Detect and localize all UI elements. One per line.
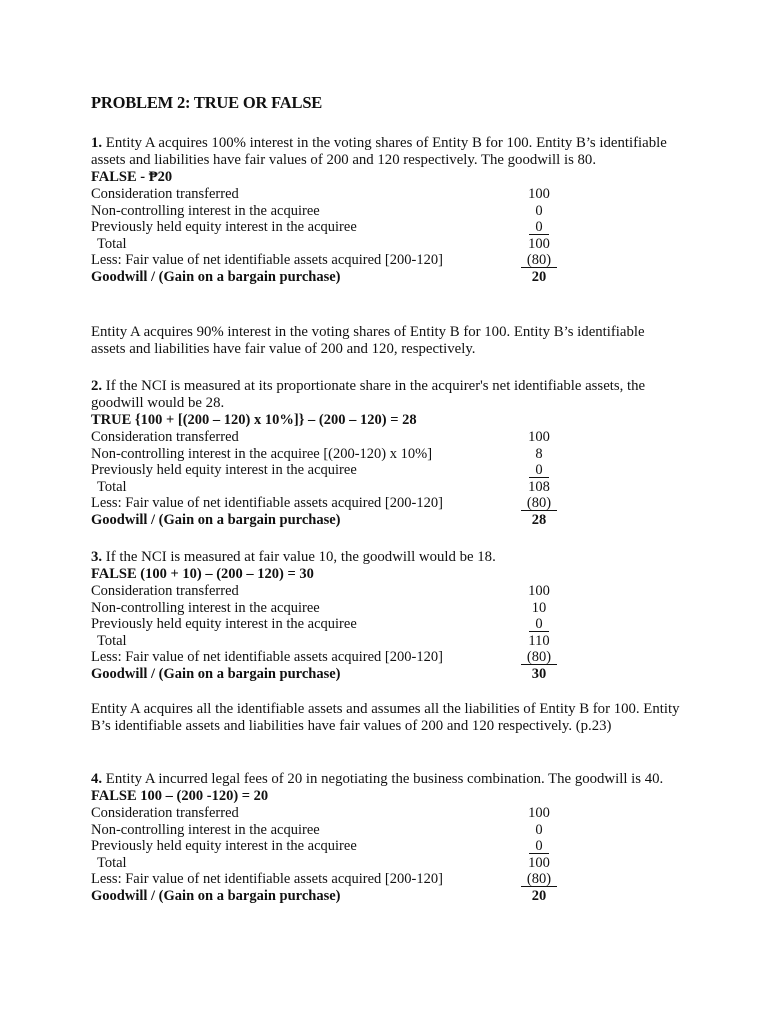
row-label: Previously held equity interest in the acquiree xyxy=(91,838,357,855)
table-row xyxy=(91,446,681,463)
row-value: 100 xyxy=(528,805,550,821)
row-value: (80) xyxy=(521,872,557,887)
question-4 xyxy=(91,771,681,788)
row-value: 108 xyxy=(528,478,550,495)
row-value: 0 xyxy=(535,821,543,838)
table-row xyxy=(91,495,681,512)
row-value: 8 xyxy=(535,445,543,462)
row-value: 28 xyxy=(531,511,547,528)
table-row xyxy=(91,252,681,269)
table-row xyxy=(91,583,681,600)
row-label: Goodwill / (Gain on a bargain purchase) xyxy=(91,268,341,285)
table-row xyxy=(91,219,681,236)
problem-item-1 xyxy=(91,135,681,286)
table-row xyxy=(91,805,681,822)
row-label: Total xyxy=(97,478,127,495)
answer-3: FALSE (100 + 10) – (200 – 120) = 30 xyxy=(91,566,314,582)
row-label: Total xyxy=(97,632,127,649)
scenario-text: Entity A acquires 90% interest in the voting shares of Entity B for 100. Entity B’s identifiable assets and liabilities have fair value of 200 and 120, respectively. xyxy=(91,324,645,357)
row-value: 100 xyxy=(528,186,550,202)
row-value: 100 xyxy=(528,235,550,252)
row-label: Goodwill / (Gain on a bargain purchase) xyxy=(91,887,341,904)
item-number: 2. xyxy=(91,378,103,394)
row-value: 100 xyxy=(528,429,550,445)
row-label: Goodwill / (Gain on a bargain purchase) xyxy=(91,511,341,528)
table-row xyxy=(91,186,681,203)
question-text: Entity A incurred legal fees of 20 in negotiating the business combination. The goodwill is 40. xyxy=(102,771,664,787)
table-row xyxy=(91,479,681,496)
row-value: (80) xyxy=(521,650,557,665)
row-label: Non-controlling interest in the acquiree xyxy=(91,821,320,838)
row-value: 20 xyxy=(531,268,547,285)
table-row xyxy=(91,822,681,839)
answer-4: FALSE 100 – (200 -120) = 20 xyxy=(91,788,269,804)
row-value: 0 xyxy=(529,839,548,854)
problem-item-2 xyxy=(91,378,681,529)
row-value: (80) xyxy=(521,253,557,268)
row-label: Previously held equity interest in the acquiree xyxy=(91,219,357,236)
row-label: Consideration transferred xyxy=(91,429,239,445)
row-label: Less: Fair value of net identifiable assets acquired [200-120] xyxy=(91,252,443,269)
row-label: Consideration transferred xyxy=(91,583,239,599)
row-label: Consideration transferred xyxy=(91,805,239,821)
row-value: 100 xyxy=(528,854,550,871)
problem-item-4 xyxy=(91,771,681,905)
row-label: Goodwill / (Gain on a bargain purchase) xyxy=(91,665,341,682)
row-label: Total xyxy=(97,235,127,252)
row-label: Non-controlling interest in the acquiree xyxy=(91,202,320,219)
row-value: 0 xyxy=(529,463,548,478)
problem-item-3 xyxy=(91,549,681,683)
question-3 xyxy=(91,549,681,566)
row-label: Consideration transferred xyxy=(91,186,239,202)
table-row-total xyxy=(91,512,681,529)
question-text: If the NCI is measured at its proportionate share in the acquirer's net identifiable assets, the goodwill would be 28. xyxy=(91,378,646,411)
table-row-total xyxy=(91,666,681,683)
table-row xyxy=(91,616,681,633)
row-value: 0 xyxy=(529,220,548,235)
row-value: 0 xyxy=(529,617,548,632)
row-label: Less: Fair value of net identifiable assets acquired [200-120] xyxy=(91,649,443,666)
table-row xyxy=(91,871,681,888)
row-value: 110 xyxy=(528,632,550,649)
row-value: 30 xyxy=(531,665,547,682)
row-label: Less: Fair value of net identifiable assets acquired [200-120] xyxy=(91,871,443,888)
table-row xyxy=(91,236,681,253)
item-number: 3. xyxy=(91,549,103,565)
row-value: 10 xyxy=(531,599,547,616)
table-row xyxy=(91,633,681,650)
table-row xyxy=(91,203,681,220)
table-row xyxy=(91,838,681,855)
row-value: 100 xyxy=(528,583,550,599)
row-value: 0 xyxy=(535,202,543,219)
answer-2: TRUE {100 + [(200 – 120) x 10%]} – (200 – 120) = 28 xyxy=(91,412,417,428)
page-title: PROBLEM 2: TRUE OR FALSE xyxy=(91,93,323,112)
row-value: 20 xyxy=(531,887,547,904)
table-row xyxy=(91,855,681,872)
question-text: If the NCI is measured at fair value 10, the goodwill would be 18. xyxy=(102,549,496,565)
row-value: (80) xyxy=(521,496,557,511)
row-label: Previously held equity interest in the acquiree xyxy=(91,462,357,479)
question-text: Entity A acquires 100% interest in the voting shares of Entity B for 100. Entity B’s identifiable assets and liabilities have fair values of 200 and 120 respectively. The goodwill is 80. xyxy=(91,135,667,168)
table-row xyxy=(91,462,681,479)
question-2 xyxy=(91,378,681,412)
table-row xyxy=(91,600,681,617)
row-label: Non-controlling interest in the acquiree [(200-120) x 10%] xyxy=(91,445,433,462)
answer-1: FALSE - ₱20 xyxy=(91,169,173,185)
item-number: 4. xyxy=(91,771,103,787)
item-number: 1. xyxy=(91,135,103,151)
scenario-text: Entity A acquires all the identifiable assets and assumes all the liabilities of Entity B for 100. Entity B’s identifiable assets and liabilities have fair values of 200 and 120 respectively. (p.23) xyxy=(91,701,680,734)
row-label: Non-controlling interest in the acquiree xyxy=(91,599,320,616)
question-1 xyxy=(91,135,681,169)
row-label: Less: Fair value of net identifiable assets acquired [200-120] xyxy=(91,495,443,512)
table-row-total xyxy=(91,269,681,286)
table-row xyxy=(91,429,681,446)
table-row xyxy=(91,649,681,666)
row-label: Previously held equity interest in the acquiree xyxy=(91,616,357,633)
row-label: Total xyxy=(97,854,127,871)
table-row-total xyxy=(91,888,681,905)
